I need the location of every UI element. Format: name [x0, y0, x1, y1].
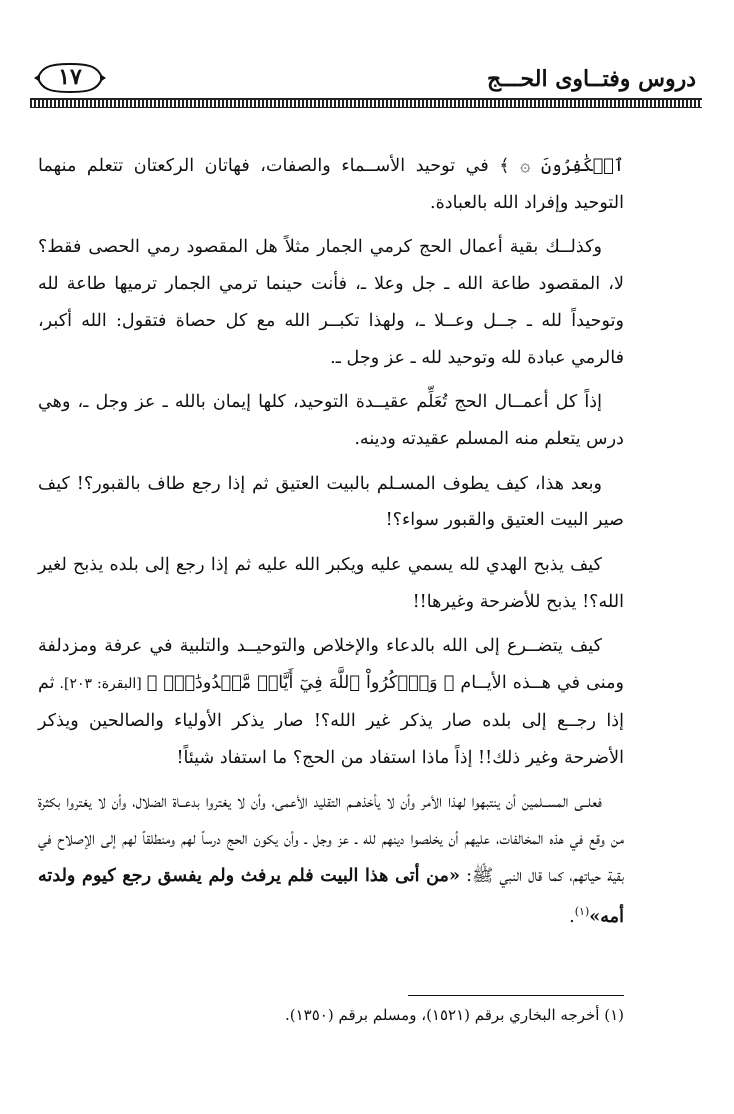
page-number: ١٧ — [58, 64, 82, 90]
paragraph-text: ثم إذا رجــع إلى بلده صار يذكر غير الله؟! صار يذكر الأولياء والصالحين ويذكر الأضرحة وغير ذلك!! إذاً ماذا استفاد من الحج؟ ما استفاد شيئاً! — [38, 673, 624, 768]
page-number-badge — [32, 62, 108, 94]
paragraph-2: وكذلــك بقية أعمال الحج كرمي الجمار مثلاً هل المقصود رمي الحصى فقط؟ لا، المقصود طاعة الله ـ جل وعلا ـ، فأنت حينما ترمي الجمار ترميها طاعة لله وتوحيداً لله ـ جــل وعــلا ـ، ولهذا تكبــر الله مع كل حصاة فتقول: الله أكبر، فالرمي عبادة لله وتوحيد لله ـ عز وجل ـ. — [38, 237, 624, 368]
paragraph-6 — [38, 628, 624, 776]
verse-reference: [البقرة: ٢٠٣]. — [54, 676, 147, 693]
footnote-separator — [408, 995, 624, 996]
paragraph-text: كيف يتضــرع إلى الله بالدعاء والإخلاص والتوحيــد والتلبية في عرفة ومزدلفة ومنى في هــذه الأيــام — [38, 636, 624, 694]
book-title: دروس وفتــاوى الحـــج — [487, 66, 696, 92]
paragraph-7 — [38, 784, 624, 936]
header-rule — [30, 98, 702, 108]
footnote-marker: (١) — [574, 905, 590, 919]
quran-verse: ﴿ وَٱذۡكُرُواْ ٱللَّهَ فِيٓ أَيَّامٖ مَّعۡدُودَٰتٖۚ ﴾ — [146, 673, 455, 694]
paragraph-text: . — [569, 907, 575, 928]
paragraph-5: كيف يذبح الهدي لله يسمي عليه ويكبر الله عليه ثم إذا رجع إلى بلده يذبح لغير الله؟! يذبح للأضرحة وغيرها!! — [38, 555, 624, 612]
paragraph-text: في توحيد الأســماء والصفات، فهاتان الركعتان تتعلم منهما التوحيد وإفراد الله بالعبادة. — [38, 156, 624, 213]
footnote: (١) أخرجه البخاري برقم (١٥٢١)، ومسلم برقم (١٣٥٠). — [285, 1006, 624, 1024]
page-header — [30, 58, 702, 108]
paragraph-4: وبعد هذا، كيف يطوف المسـلم بالبيت العتيق ثم إذا رجع طاف بالقبور؟! كيف صير البيت العتيق والقبور سواء؟! — [38, 473, 624, 531]
hadith-quote: «من أتى هذا البيت فلم يرفث ولم يفسق رجع كيوم ولدته أمه» — [38, 864, 624, 928]
quran-verse: ٱلۡكَٰفِرُونَ ۞ ﴾ — [499, 156, 624, 176]
paragraph-text: فعلــى المســلمين أن ينتبهوا لهذا الأمر وأن لا يأخذهــم التقليد الأعمى، وأن لا يغتروا بدعــاة الضلال، وأن لا يغتروا بكثرة من وقع في هذه المخالفات، عليهم أن يخلصوا دينهم لله ـ عز وجل ـ وأن يكون الحج درساً لهم ومنطلقاً لهم إلى الإصلاح في بقية حياتهم، كما قال النبي ﷺ: — [38, 792, 624, 886]
main-text — [38, 148, 624, 944]
paragraph-3: إذاً كل أعمــال الحج تُعَلِّم عقيــدة التوحيد، كلها إيمان بالله ـ عز وجل ـ، وهي درس يتعلم منه المسلم عقيدته ودينه. — [38, 392, 624, 449]
paragraph-1 — [38, 148, 624, 221]
